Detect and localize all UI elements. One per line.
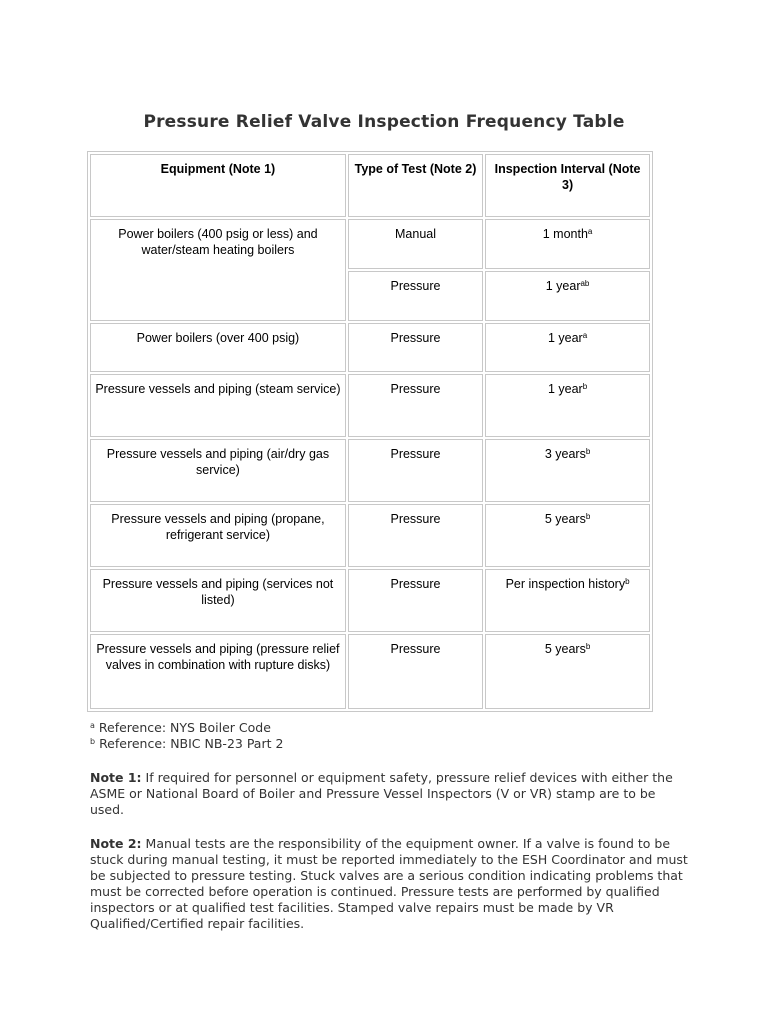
table-row bbox=[90, 323, 650, 372]
equipment-cell: Pressure vessels and piping (pressure relief valves in combination with rupture disks) bbox=[90, 634, 346, 709]
table-row bbox=[90, 374, 650, 437]
interval-cell: 1 year$^a$ bbox=[485, 323, 650, 372]
test-cell: Pressure bbox=[348, 569, 483, 632]
test-cell: Pressure bbox=[348, 634, 483, 709]
test-cell: Pressure bbox=[348, 374, 483, 437]
reference-item: $^a$ Reference: NYS Boiler Code bbox=[90, 720, 271, 735]
note-2 bbox=[90, 836, 690, 932]
interval-cell: 1 year$^b$ bbox=[485, 374, 650, 437]
equipment-cell: Pressure vessels and piping (air/dry gas service) bbox=[90, 439, 346, 502]
header-equipment: Equipment (Note 1) bbox=[90, 154, 346, 217]
table-row bbox=[90, 634, 650, 709]
interval-cell: 1 month$^a$ bbox=[485, 219, 650, 269]
table-header-row bbox=[90, 154, 650, 217]
table-row bbox=[90, 569, 650, 632]
test-cell: Manual bbox=[348, 219, 483, 269]
equipment-cell: Power boilers (400 psig or less) and water/steam heating boilers bbox=[90, 219, 346, 321]
note-label: Note 2: bbox=[90, 836, 142, 851]
interval-cell: Per inspection history$^b$ bbox=[485, 569, 650, 632]
reference-item: $^b$ Reference: NBIC NB-23 Part 2 bbox=[90, 736, 284, 751]
note-text: Manual tests are the responsibility of the equipment owner. If a valve is found to be stuck during manual testing, it must be reported immediately to the ESH Coordinator and must be subjected to pressure testing. Stuck valves are a serious condition indicating problems that must be corrected before operation is continued. Pressure tests are performed by qualified inspectors or at qualified test facilities. Stamped valve repairs must be made by VR Qualified/Certified repair facilities. bbox=[90, 836, 688, 931]
interval-cell: 5 years$^b$ bbox=[485, 634, 650, 709]
table-row bbox=[90, 504, 650, 567]
test-cell: Pressure bbox=[348, 271, 483, 321]
reference-list bbox=[90, 720, 690, 752]
test-cell: Pressure bbox=[348, 504, 483, 567]
note-1 bbox=[90, 770, 690, 818]
interval-cell: 3 years$^b$ bbox=[485, 439, 650, 502]
equipment-cell: Pressure vessels and piping (services not listed) bbox=[90, 569, 346, 632]
equipment-cell: Pressure vessels and piping (steam service) bbox=[90, 374, 346, 437]
note-label: Note 1: bbox=[90, 770, 142, 785]
interval-cell: 5 years$^b$ bbox=[485, 504, 650, 567]
table-row bbox=[90, 219, 650, 269]
page-title: Pressure Relief Valve Inspection Frequency Table bbox=[143, 112, 625, 132]
header-test-type: Type of Test (Note 2) bbox=[348, 154, 483, 217]
inspection-frequency-table bbox=[87, 151, 653, 712]
equipment-cell: Pressure vessels and piping (propane, refrigerant service) bbox=[90, 504, 346, 567]
equipment-cell: Power boilers (over 400 psig) bbox=[90, 323, 346, 372]
test-cell: Pressure bbox=[348, 323, 483, 372]
note-text: If required for personnel or equipment safety, pressure relief devices with either the ASME or National Board of Boiler and Pressure Vessel Inspectors (V or VR) stamp are to be used. bbox=[90, 770, 673, 817]
header-interval: Inspection Interval (Note 3) bbox=[485, 154, 650, 217]
table-row bbox=[90, 439, 650, 502]
interval-cell: 1 year$^{ab}$ bbox=[485, 271, 650, 321]
test-cell: Pressure bbox=[348, 439, 483, 502]
